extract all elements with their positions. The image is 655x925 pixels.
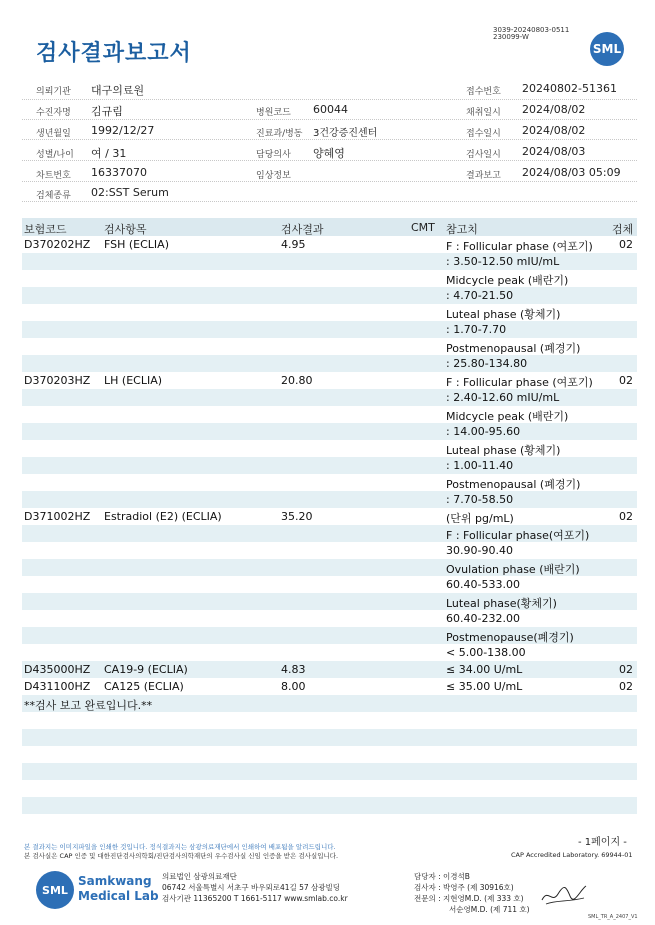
- label-test-date: 검사일시: [466, 150, 501, 160]
- row-band: [22, 423, 637, 440]
- header-reference-range: 참고치: [446, 223, 478, 236]
- insurance-code: D371002HZ: [24, 510, 91, 523]
- row-band: [22, 457, 637, 474]
- test-result: 35.20: [281, 510, 313, 523]
- reference-range: : 4.70-21.50: [446, 289, 514, 302]
- specimen-code: 02: [619, 374, 633, 387]
- specimen-code: 02: [619, 238, 633, 251]
- attending-physician: 양혜영: [313, 147, 345, 160]
- reference-range: : 1.70-7.70: [446, 323, 507, 336]
- reference-range: Postmenopausal (폐경기): [446, 342, 581, 355]
- reference-range: F : Follicular phase (여포기): [446, 376, 593, 389]
- reference-range: Ovulation phase (배란기): [446, 563, 580, 576]
- department: 3건강증진센터: [313, 128, 378, 139]
- label-birth-date: 생년월일: [36, 129, 71, 139]
- reference-range: F : Follicular phase(여포기): [446, 529, 590, 542]
- row-band: [22, 287, 637, 304]
- label-chart-number: 차트번호: [36, 171, 71, 181]
- row-band: [22, 491, 637, 508]
- institution-address: 06742 서울특별시 서초구 바우뫼로41길 57 삼광빌딩: [162, 883, 341, 892]
- reference-range: Midcycle peak (배란기): [446, 274, 569, 287]
- sml-logo-icon: SML: [590, 32, 624, 66]
- requesting-institution: 대구의료원: [91, 84, 145, 97]
- reference-range: Luteal phase(황체기): [446, 597, 557, 610]
- header-cmt: CMT: [411, 221, 435, 234]
- header-insurance-code: 보험코드: [24, 223, 67, 236]
- label-attending-physician: 담당의사: [256, 150, 291, 160]
- sml-logo-icon: [35, 870, 75, 910]
- test-item: Estradiol (E2) (ECLIA): [104, 510, 222, 523]
- reference-range: : 25.80-134.80: [446, 357, 528, 370]
- label-receipt-number: 접수번호: [466, 87, 501, 97]
- reference-range: : 2.40-12.60 mIU/mL: [446, 391, 560, 404]
- reference-range: : 1.00-11.40: [446, 459, 514, 472]
- staff-specialist-1: 전문의 : 지현영M.D. (제 333 호): [414, 894, 524, 903]
- signature-icon: [540, 880, 588, 908]
- reference-range: Postmenopause(폐경기): [446, 631, 574, 644]
- label-requesting-institution: 의뢰기관: [36, 87, 71, 97]
- reference-range: Luteal phase (황체기): [446, 444, 561, 457]
- result-report-date: 2024/08/03 05:09: [522, 166, 621, 179]
- reference-range: 30.90-90.40: [446, 544, 513, 557]
- insurance-code: **검사 보고 완료입니다.**: [24, 699, 153, 712]
- reference-range: Midcycle peak (배란기): [446, 410, 569, 423]
- hospital-code: 60044: [313, 103, 348, 116]
- specimen-type: 02:SST Serum: [91, 186, 169, 199]
- birth-date: 1992/12/27: [91, 124, 155, 137]
- reference-range: 60.40-533.00: [446, 578, 520, 591]
- reference-range: : 7.70-58.50: [446, 493, 514, 506]
- insurance-code: D370202HZ: [24, 238, 91, 251]
- collection-date: 2024/08/02: [522, 103, 586, 116]
- label-result-report: 결과보고: [466, 171, 501, 181]
- reference-range: F : Follicular phase (여포기): [446, 240, 593, 253]
- row-band: [22, 729, 637, 746]
- header-test-item: 검사항목: [104, 223, 147, 236]
- page-number: - 1페이지 -: [578, 837, 627, 848]
- insurance-code: D435000HZ: [24, 663, 91, 676]
- test-item: LH (ECLIA): [104, 374, 163, 387]
- header-test-result: 검사결과: [281, 223, 324, 236]
- institution-name: 의료법인 삼광의료재단: [162, 872, 237, 881]
- patient-name: 김규림: [91, 105, 123, 118]
- brand-name-line1: Samkwang: [78, 874, 152, 888]
- staff-specialist-2: 서순영M.D. (제 711 호): [449, 905, 530, 914]
- brand-name-line2: Medical Lab: [78, 889, 159, 903]
- cap-accreditation: CAP Accredited Laboratory. 69944-01: [511, 851, 633, 859]
- row-band: [22, 321, 637, 338]
- test-result: 8.00: [281, 680, 306, 693]
- document-code: 3039-20240803-0511: [493, 26, 570, 34]
- reference-range: 60.40-232.00: [446, 612, 520, 625]
- reference-range: (단위 pg/mL): [446, 512, 514, 525]
- label-received-date: 접수일시: [466, 129, 501, 139]
- label-department: 진료과/병동: [256, 129, 303, 139]
- label-sex-age: 성별/나이: [36, 150, 74, 160]
- chart-number: 16337070: [91, 166, 147, 179]
- header-specimen: 검체: [612, 223, 634, 236]
- row-band: [22, 763, 637, 780]
- page-title: 검사결과보고서: [36, 41, 192, 66]
- test-result: 4.83: [281, 663, 306, 676]
- label-specimen-type: 검체종류: [36, 191, 71, 201]
- received-date: 2024/08/02: [522, 124, 586, 137]
- institution-contact: 검사기관 11365200 T 1661-5117 www.smlab.co.kr: [162, 894, 348, 903]
- reference-range: ≤ 34.00 U/mL: [446, 663, 523, 676]
- test-result: 4.95: [281, 238, 306, 251]
- staff-manager: 담당자 : 이경석B: [414, 872, 470, 881]
- accreditation-notice: 본 검사실은 CAP 인증 및 대한진단검사의학회/진단검사의학재단의 우수검사실 신임 인증을 받은 검사실입니다.: [24, 852, 339, 860]
- document-subcode: 230099-W: [493, 33, 529, 41]
- insurance-code: D370203HZ: [24, 374, 91, 387]
- reference-range: Luteal phase (황체기): [446, 308, 561, 321]
- test-item: CA125 (ECLIA): [104, 680, 184, 693]
- reference-range: < 5.00-138.00: [446, 646, 526, 659]
- form-code: SML_TR_A_2407_V1: [588, 914, 638, 920]
- row-band: [22, 797, 637, 814]
- reference-range: : 3.50-12.50 mIU/mL: [446, 255, 560, 268]
- reference-range: : 14.00-95.60: [446, 425, 521, 438]
- label-hospital-code: 병원코드: [256, 108, 291, 118]
- image-copy-notice: 본 결과지는 이미지파일을 인쇄한 것입니다. 정식결과지는 삼광의료재단에서 인쇄하여 배포됨을 알려드립니다.: [24, 843, 336, 851]
- label-collection-date: 채취일시: [466, 108, 501, 118]
- test-date: 2024/08/03: [522, 145, 586, 158]
- insurance-code: D431100HZ: [24, 680, 91, 693]
- test-item: CA19-9 (ECLIA): [104, 663, 188, 676]
- specimen-code: 02: [619, 510, 633, 523]
- specimen-code: 02: [619, 680, 633, 693]
- test-item: FSH (ECLIA): [104, 238, 169, 251]
- reference-range: ≤ 35.00 U/mL: [446, 680, 523, 693]
- receipt-number: 20240802-51361: [522, 82, 617, 95]
- reference-range: Postmenopausal (폐경기): [446, 478, 581, 491]
- label-patient-name: 수진자명: [36, 108, 71, 118]
- test-result: 20.80: [281, 374, 313, 387]
- footer-logo-text: SML: [42, 884, 68, 897]
- specimen-code: 02: [619, 663, 633, 676]
- staff-tester: 검사자 : 박영주 (제 30916호): [414, 883, 514, 892]
- sex-age: 여 / 31: [91, 147, 127, 160]
- label-clinical-info: 임상정보: [256, 171, 291, 181]
- row-band: [22, 355, 637, 372]
